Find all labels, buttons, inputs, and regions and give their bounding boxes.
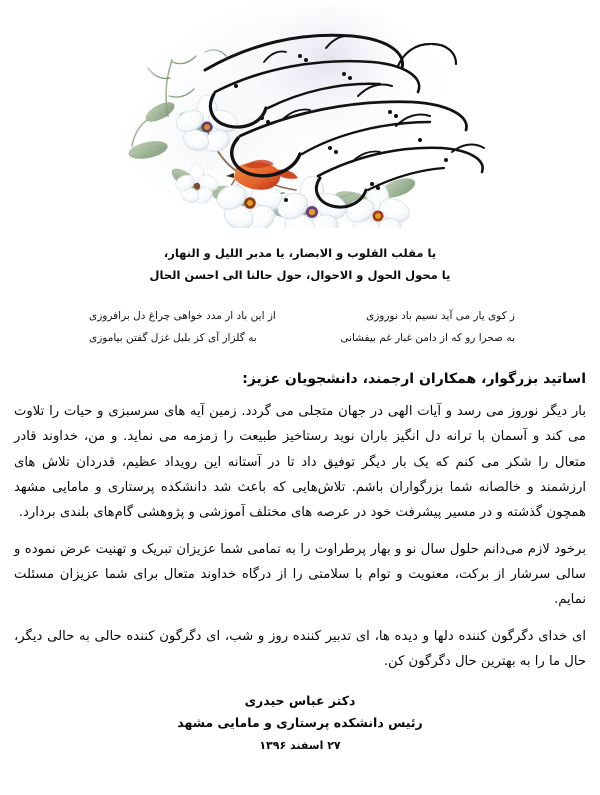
salutation: اساتید بزرگوار، همکاران ارجمند، دانشجویان عزیز: bbox=[242, 370, 586, 387]
body-paragraph-1: بار دیگر نوروز می رسد و آیات الهی در جهان متجلی می گردد. زمین آیه های سرسبزی و حیات را تلاوت می کند و آسمان با ترانه دل انگیز باران نوید رستاخیز طبیعت را زمزمه می نماید. و من، خداوند قادر متعال را شکر می کنم که یک بار دیگر توفیق داد تا در آستانه این رویداد عظیم، قدردان تلاش های ارزشمند و خالصانه شما بزرگواران باشم. تلاش‌هایی که باعث شد دانشکده پرستاری و مامایی مشهد همچون گذشته و در مسیر پیشرفت خود در عرصه های مختلف آموزشی و پژوهشی گام‌های بلندی بردارد. bbox=[14, 403, 586, 521]
poem-hemistich-left: به گلزار آی کز بلبل غزل گفتن بیاموزی bbox=[89, 331, 257, 344]
poem-hemistich-left: از این باد ار مدد خواهی چراغ دل برافروزی bbox=[89, 309, 276, 322]
nowruz-banner bbox=[0, 0, 600, 228]
letter-body bbox=[14, 399, 586, 674]
signatory-title: رئیس دانشکده پرستاری و مامایی مشهد bbox=[177, 715, 423, 731]
signatory-name: دکتر عباس حیدری bbox=[244, 693, 356, 709]
invocation-line-2: یا محول الحول و الاحوال، حول حالنا الی احسن الحال bbox=[149, 268, 451, 283]
poem-couplet bbox=[85, 327, 515, 349]
floral-calligraphy-illustration bbox=[0, 0, 600, 228]
invocation-block bbox=[0, 242, 600, 287]
invocation-line-1: یا مقلب القلوب و الابصار، یا مدبر اللیل و النهار، bbox=[163, 246, 437, 260]
signature-block bbox=[0, 690, 600, 755]
poem-couplet bbox=[85, 305, 515, 327]
poem-hemistich-right: ز کوی یار می آید نسیم باد نوروزی bbox=[365, 309, 515, 322]
poem-block bbox=[85, 305, 515, 349]
poem-hemistich-right: به صحرا رو که از دامن غبار غم بیفشانی bbox=[340, 331, 515, 344]
signature-date: ۲۷ اسفند ۱۳۹۶ bbox=[259, 739, 341, 753]
body-paragraph-2: برخود لازم می‌دانم حلول سال نو و بهار پرطراوت را به تمامی شما عزیزان تبریک و تهنیت عرض نموده و سالی سرشار از برکت، معنویت و توام با سلامتی را از درگاه خداوند متعال برای شما عزیزان مسئلت نمایم. bbox=[14, 541, 586, 608]
body-paragraph-3: ای خدای دگرگون کننده دلها و دیده ها، ای تدبیر کننده روز و شب، ای دگرگون کننده حالی به حالی دیگر، حال ما را به بهترین حال دگرگون کن. bbox=[14, 628, 586, 670]
